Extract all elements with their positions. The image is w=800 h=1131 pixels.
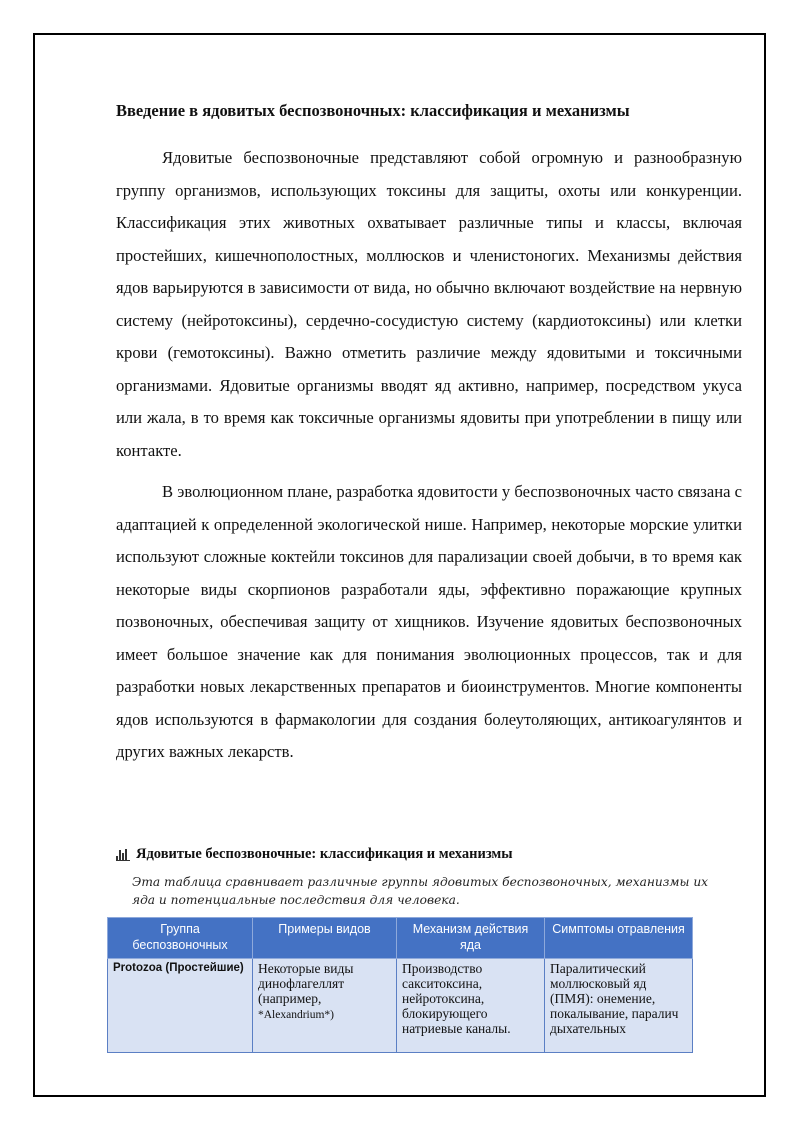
cell-mechanism: Производство сакситоксина, нейротоксина, блокирующего натриевые каналы.	[397, 959, 545, 1053]
table-description: Эта таблица сравнивает различные группы ядовитых беспозвоночных, механизмы их яда и потенциальные последствия для человека.	[132, 875, 709, 907]
document-title: Введение в ядовитых беспозвоночных: классификация и механизмы	[116, 101, 630, 120]
header-mechanism: Механизм действия яда	[397, 918, 545, 959]
table-caption-text: Ядовитые беспозвоночные: классификация и механизмы	[136, 846, 513, 862]
cell-group: Protozoa (Простейшие)	[108, 959, 253, 1053]
venom-table	[107, 917, 693, 1053]
header-group: Группа беспозвоночных	[108, 918, 253, 959]
table-header-row	[108, 918, 693, 959]
table-caption	[116, 846, 513, 863]
cell-examples	[253, 959, 397, 1053]
cell-examples-species: *Alexandrium*)	[258, 1009, 335, 1021]
cell-symptoms: Паралитический моллюсковый яд (ПМЯ): онемение, покалывание, паралич дыхательных	[545, 959, 693, 1053]
cell-examples-text: Некоторые виды динофлагеллят (например,	[258, 961, 354, 1006]
document-body	[116, 98, 742, 778]
header-symptoms: Симптомы отравления	[545, 918, 693, 959]
header-examples: Примеры видов	[253, 918, 397, 959]
paragraph-2: В эволюционном плане, разработка ядовитости у беспозвоночных часто связана с адаптацией к определенной экологической нише. Например, некоторые морские улитки используют сложные коктейли токсинов для парализации своей добычи, в то время как некоторые виды скорпионов разработали яды, эффективно поражающие крупных позвоночных, обеспечивая защиту от хищников. Изучение ядовитых беспозвоночных имеет большое значение как для понимания эволюционных процессов, так и для разработки новых лекарственных препаратов и биоинструментов. Многие компоненты ядов используются в фармакологии для создания болеутоляющих, антикоагулянтов и других важных лекарств.	[116, 482, 742, 761]
paragraph-1: Ядовитые беспозвоночные представляют собой огромную и разнообразную группу организмов, использующих токсины для защиты, охоты или конкуренции. Классификация этих животных охватывает различные типы и классы, включая простейших, кишечнополостных, моллюсков и членистоногих. Механизмы действия ядов варьируются в зависимости от вида, но обычно включают воздействие на нервную систему (нейротоксины), сердечно-сосудистую систему (кардиотоксины) или клетки крови (гемотоксины). Важно отметить различие между ядовитыми и токсичными организмами. Ядовитые организмы вводят яд активно, например, посредством укуса или жала, в то время как токсичные организмы ядовиты при употреблении в пищу или контакте.	[116, 148, 742, 460]
table-row	[108, 959, 693, 1053]
bar-chart-icon	[116, 848, 130, 861]
